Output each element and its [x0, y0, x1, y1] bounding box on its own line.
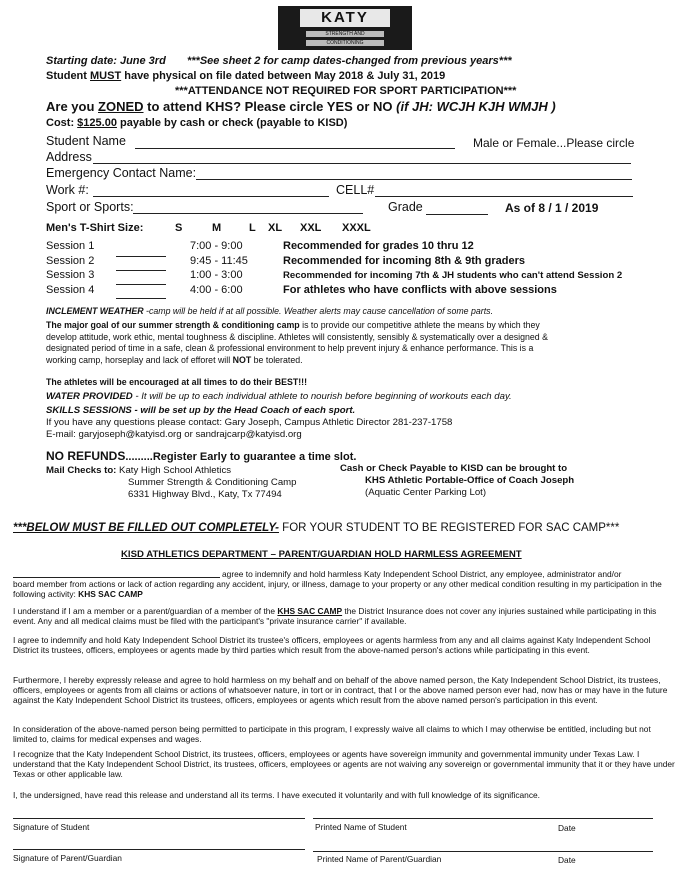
session-3-blank[interactable]: [116, 270, 166, 271]
waiver-p5: In consideration of the above-named person being permitted to participate in this program, I expressly waive all claims to which I may otherwise be entitled, including but not limited to, claims for medical expenses and wages.: [13, 724, 651, 745]
signature-student-label: Signature of Student: [13, 822, 90, 832]
session-2-time: 9:45 - 11:45: [190, 255, 248, 267]
session-3-name: Session 3: [46, 269, 95, 281]
weather-note: INCLEMENT WEATHER -camp will be held if at all possible. Weather alerts may cause cancellation of some parts.: [46, 306, 494, 316]
tshirt-size-m[interactable]: M: [212, 222, 222, 234]
start-date: Starting date: June 3rd: [46, 55, 166, 67]
session-4-blank[interactable]: [116, 284, 166, 285]
session-2-name: Session 2: [46, 255, 95, 267]
address-label: Address: [46, 150, 92, 164]
signature-parent-label: Signature of Parent/Guardian: [13, 853, 122, 863]
tshirt-label: Men's T-Shirt Size:: [46, 222, 144, 234]
email-contact: E-mail: garyjoseph@katyisd.org or sandrajcarp@katyisd.org: [46, 429, 302, 440]
student-name-label: Student Name: [46, 134, 126, 148]
session-4-name: Session 4: [46, 284, 95, 296]
address-field[interactable]: [93, 163, 631, 164]
grade-label: Grade: [388, 200, 423, 214]
session-1-name: Session 1: [46, 240, 95, 252]
waiver-p4: Furthermore, I hereby expressly release and agree to hold harmless on my behalf and on behalf of the above named person, the Katy Independent School District, its trustees, officers, employees or agents from all claims or actions of whatsoever nature, in tort or in contract, that I or the above named person ever had, now has or may have in the future against the Katy Independent School District its trustees, officers, employees or agents which result from the above named person's participation in this event.: [13, 675, 668, 706]
session-4-note: For athletes who have conflicts with above sessions: [283, 284, 557, 296]
parent-printed-line[interactable]: [313, 851, 653, 852]
printed-parent-label: Printed Name of Parent/Guardian: [317, 854, 442, 864]
date-parent-label: Date: [558, 855, 576, 865]
zoned-question: Are you ZONED to attend KHS? Please circle YES or NO (if JH: WCJH KJH WMJH ): [46, 99, 556, 114]
logo-plate-right: [401, 13, 409, 43]
cell-label: CELL#: [336, 183, 375, 197]
waiver-p2: I understand if I am a member or a parent/guardian of a member of the KHS SAC CAMP the District Insurance does not cover any injuries sustained while participating in this event. Any and all medical claims must be filed with the participant's "private insurance carrier" if available.: [13, 606, 657, 627]
logo-plate-left: [281, 13, 289, 43]
emergency-contact-field[interactable]: [196, 179, 632, 180]
parent-signature-line[interactable]: [13, 849, 305, 850]
waiver-title: KISD ATHLETICS DEPARTMENT – PARENT/GUARDIAN HOLD HARMLESS AGREEMENT: [121, 549, 522, 560]
waiver-p1-a: agree to indemnify and hold harmless Katy Independent School District, any employee, administrator and/or: [222, 569, 622, 579]
physical-requirement: Student MUST have physical on file dated between May 2018 & July 31, 2019: [46, 70, 446, 82]
waiver-p7: I, the undersigned, have read this release and understand all its terms. I have executed it voluntarily and with full knowledge of its significance.: [13, 790, 540, 800]
questions-contact: If you have any questions please contact: Gary Joseph, Campus Athletic Director 281-237-1758: [46, 417, 453, 428]
tshirt-size-l[interactable]: L: [249, 222, 256, 234]
session-3-time: 1:00 - 3:00: [190, 269, 243, 281]
mail-line-3: 6331 Highway Blvd., Katy, Tx 77494: [128, 489, 282, 500]
waiver-p1-b: board member from actions or lack of action regarding any accident, injury, or illness, damage to your property or any other medical condition resulting in my participation in the following activity: KHS SAC CAMP: [13, 579, 662, 600]
cash-line-2: KHS Athletic Portable-Office of Coach Joseph: [365, 475, 575, 486]
logo-title: KATY: [300, 9, 390, 27]
session-1-note: Recommended for grades 10 thru 12: [283, 240, 474, 252]
student-signature-line[interactable]: [13, 818, 305, 819]
student-name-field[interactable]: [135, 148, 455, 149]
logo-subtitle-2: CONDITIONING: [306, 40, 384, 46]
work-phone-field[interactable]: [93, 196, 329, 197]
tshirt-size-s[interactable]: S: [175, 222, 183, 234]
logo-subtitle: STRENGTH AND: [306, 31, 384, 37]
mail-checks: Mail Checks to: Katy High School Athletics: [46, 465, 232, 476]
guardian-name-blank[interactable]: [13, 577, 220, 578]
skills-note: SKILLS SESSIONS - will be set up by the Head Coach of each sport.: [46, 405, 356, 416]
cost-line: Cost: $125.00 payable by cash or check (payable to KISD): [46, 117, 348, 129]
goal-paragraph: The major goal of our summer strength & conditioning camp is to provide our competitive athlete the means by which they develop attitude, work ethic, mental toughness & discipline. Athletes will consistently, sensibly & systematically over a designed & designated period of time in a safe, clean & professional environment to help prevent injury & enhance performance. This is a working camp, horseplay and lack of efforet will NOT be tolerated.: [46, 320, 549, 365]
below-instructions: ***BELOW MUST BE FILLED OUT COMPLETELY- FOR YOUR STUDENT TO BE REGISTERED FOR SAC CAMP***: [13, 522, 620, 534]
sport-label: Sport or Sports:: [46, 200, 134, 214]
emergency-contact-label: Emergency Contact Name:: [46, 166, 197, 180]
printed-student-label: Printed Name of Student: [315, 822, 407, 832]
cell-field[interactable]: [375, 196, 633, 197]
attendance-note: ***ATTENDANCE NOT REQUIRED FOR SPORT PARTICIPATION***: [175, 85, 517, 97]
date-student-label: Date: [558, 823, 576, 833]
session-3-note: Recommended for incoming 7th & JH students who can't attend Session 2: [283, 270, 623, 281]
sport-field[interactable]: [133, 213, 363, 214]
cash-line-1: Cash or Check Payable to KISD can be brought to: [340, 463, 568, 474]
cash-line-3: (Aquatic Center Parking Lot): [365, 487, 487, 498]
encourage-note: The athletes will be encouraged at all times to do their BEST!!!: [46, 377, 308, 387]
tshirt-size-xxxl[interactable]: XXXL: [342, 222, 371, 234]
refund-policy: NO REFUNDS.........Register Early to guarantee a time slot.: [46, 449, 357, 463]
as-of-date: As of 8 / 1 / 2019: [505, 201, 599, 215]
session-4-blank-lower[interactable]: [116, 298, 166, 299]
waiver-p3: I agree to indemnify and hold Katy Independent School District its trustee's officers, employees or agents harmless from any and all claims against Katy Independent School District its trustees, officers, employees or agents made by third parties which result from the above-named person's actions while participating in this event.: [13, 635, 651, 656]
mail-line-2: Summer Strength & Conditioning Camp: [128, 477, 297, 488]
grade-field[interactable]: [426, 214, 488, 215]
sheet-note: ***See sheet 2 for camp dates-changed from previous years***: [187, 55, 512, 67]
tshirt-size-xl[interactable]: XL: [268, 222, 283, 234]
session-2-note: Recommended for incoming 8th & 9th graders: [283, 255, 526, 267]
gender-label: Male or Female...Please circle: [473, 136, 635, 150]
session-2-blank[interactable]: [116, 256, 166, 257]
work-phone-label: Work #:: [46, 183, 89, 197]
student-printed-line[interactable]: [313, 818, 653, 819]
tshirt-size-xxl[interactable]: XXL: [300, 222, 322, 234]
session-4-time: 4:00 - 6:00: [190, 284, 243, 296]
water-note: WATER PROVIDED - It will be up to each individual athlete to nourish before beginning of workouts each day.: [46, 391, 512, 402]
waiver-p6: I recognize that the Katy Independent School District, its trustees, officers, employees or agents have sovereign immunity and governmental immunity under Texas Law. I understand that the Katy Independent School District, its trustees, officers, employees or agents are not waiving any sovereign or governmental immunity that it or they have under Texas or other applicable law.: [13, 749, 675, 780]
session-1-time: 7:00 - 9:00: [190, 240, 243, 252]
